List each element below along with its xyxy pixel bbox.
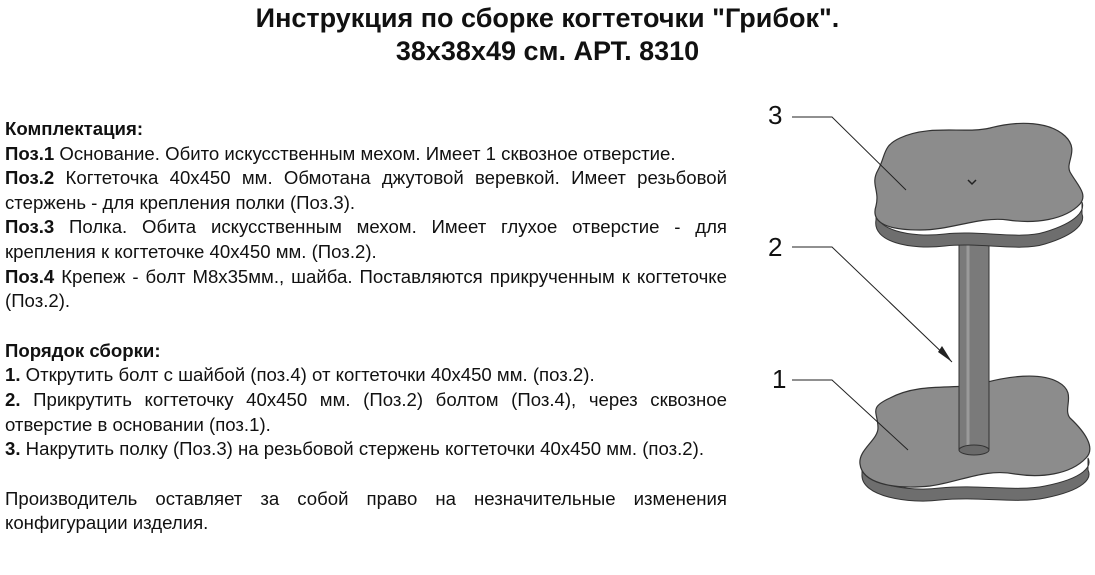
scratching-post-diagram <box>740 90 1095 510</box>
callout-label-3: 3 <box>768 100 783 130</box>
document-title <box>0 2 1095 68</box>
callout-label-1: 1 <box>772 364 787 394</box>
section-spacer <box>5 462 727 487</box>
step-number: 2. <box>5 388 21 410</box>
step-text: Прикрутить когтеточку 40х450 мм. (Поз.2) болтом (Поз.4), через сквозное отверстие в основании (поз.1). <box>5 388 727 435</box>
title-line-2: 38х38х49 см. АРТ. 8310 <box>395 36 700 66</box>
component-description: Когтеточка 40х450 мм. Обмотана джутовой веревкой. Имеет резьбовой стержень - для крепления полки (Поз.3). <box>5 167 727 213</box>
shelf-top <box>875 123 1083 230</box>
step-number: 3. <box>5 438 21 460</box>
component-description: Основание. Обито искусственным мехом. Имеет 1 сквозное отверстие. <box>54 142 676 164</box>
callout-label-2: 2 <box>768 232 783 262</box>
step-text: Накрутить полку (Поз.3) на резьбовой стержень когтеточки 40х450 мм. (поз.2). <box>20 438 704 460</box>
component-item-3 <box>5 215 727 264</box>
post <box>959 240 989 450</box>
assembly-step-3 <box>5 437 727 462</box>
disclaimer-text: Производитель оставляет за собой право на незначительные изменения конфигурации изделия. <box>5 487 727 534</box>
component-item-1 <box>5 142 727 167</box>
component-pos-label: Поз.1 <box>5 142 55 164</box>
assembly-step-2 <box>5 388 727 437</box>
step-text: Открутить болт с шайбой (поз.4) от когтеточки 40х450 мм. (поз.2). <box>20 364 595 386</box>
callout-leader-2 <box>792 247 952 362</box>
assembly-heading: Порядок сборки: <box>5 339 161 361</box>
assembly-step-1 <box>5 363 727 388</box>
instructions-text <box>5 117 727 536</box>
component-pos-label: Поз.4 <box>5 265 55 287</box>
component-item-4 <box>5 265 727 314</box>
callout-arrow-2 <box>938 346 952 362</box>
component-description: Полка. Обита искусственным мехом. Имеет глухое отверстие - для крепления к когтеточке 40х450 мм. (Поз.2). <box>5 216 727 262</box>
title-line-1: Инструкция по сборке когтеточки "Грибок". <box>255 3 840 33</box>
component-description: Крепеж - болт М8х35мм., шайба. Поставляются прикрученным к когтеточке (Поз.2). <box>5 265 727 312</box>
component-item-2 <box>5 166 727 215</box>
components-heading: Комплектация: <box>5 118 144 139</box>
section-spacer <box>5 314 727 339</box>
post-foot <box>959 445 989 455</box>
step-number: 1. <box>5 364 21 386</box>
component-pos-label: Поз.3 <box>5 216 55 238</box>
component-pos-label: Поз.2 <box>5 167 55 189</box>
